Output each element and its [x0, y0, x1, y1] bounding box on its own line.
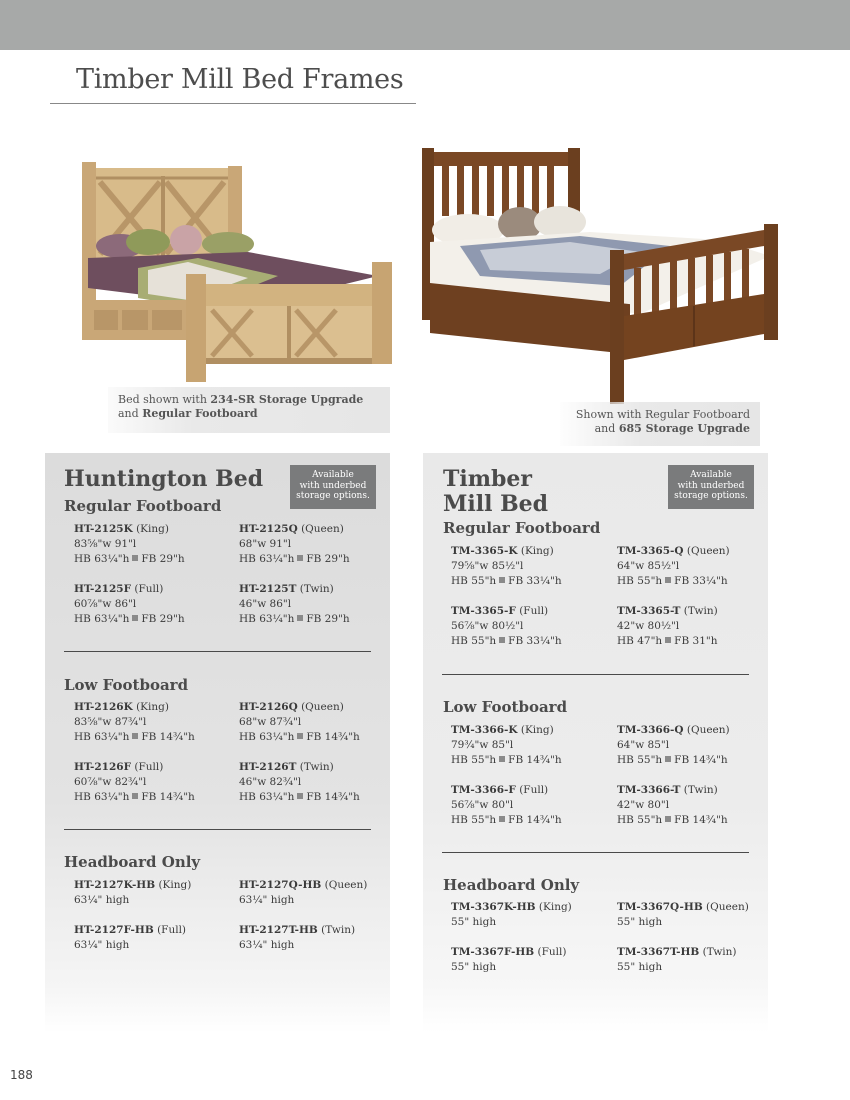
spec-item: HT-2125K (King) 83⅝"w 91"l HB 63¼"h FB 29"h: [74, 523, 185, 565]
divider: [442, 852, 749, 853]
spec-item: HT-2126K (King) 83⅝"w 87¾"l HB 63¼"h FB 14¾"h: [74, 701, 195, 743]
spec-item: TM-3366-T (Twin) 42"w 80"l HB 55"h FB 14¾"h: [617, 784, 728, 826]
spec-item: TM-3367K-HB (King) 55" high: [451, 901, 572, 928]
page-number: 188: [10, 1068, 33, 1082]
spec-item: HT-2127T-HB (Twin) 63¼" high: [239, 924, 356, 951]
huntington-bed-photo: [78, 158, 398, 388]
timber-mill-bed-name: Timber Mill Bed: [443, 466, 549, 517]
left-photo-caption: Bed shown with 234-SR Storage Upgrade and Regular Footboard: [108, 387, 390, 433]
timber-mill-low-heading: Low Footboard: [443, 698, 568, 716]
divider: [442, 674, 749, 675]
spec-item: HT-2127K-HB (King) 63¼" high: [74, 879, 192, 906]
page-title: [76, 64, 403, 95]
header-bar: [0, 0, 850, 50]
spec-item: HT-2125F (Full) 60⅞"w 86"l HB 63¼"h FB 29"h: [74, 583, 185, 625]
timber-mill-headboard-heading: Headboard Only: [443, 876, 580, 894]
title-rule: [50, 103, 416, 104]
spec-item: TM-3365-F (Full) 56⅞"w 80½"l HB 55"h FB 33¼"h: [451, 605, 562, 647]
spec-item: HT-2126F (Full) 60⅞"w 82¾"l HB 63¼"h FB 14¾"h: [74, 761, 195, 803]
spec-item: TM-3365-Q (Queen) 64"w 85½"l HB 55"h FB 33¼"h: [617, 545, 730, 587]
divider: [64, 651, 371, 652]
spec-item: TM-3367F-HB (Full) 55" high: [451, 946, 567, 973]
spec-item: TM-3367T-HB (Twin) 55" high: [617, 946, 737, 973]
divider: [64, 829, 371, 830]
spec-item: TM-3367Q-HB (Queen) 55" high: [617, 901, 749, 928]
spec-item: HT-2127Q-HB (Queen) 63¼" high: [239, 879, 368, 906]
timber-mill-bed-photo: [420, 146, 780, 406]
spec-item: HT-2125Q (Queen) 68"w 91"l HB 63¼"h FB 29"h: [239, 523, 350, 565]
huntington-regular-heading: Regular Footboard: [64, 497, 222, 515]
spec-item: HT-2126Q (Queen) 68"w 87¾"l HB 63¼"h FB 14¾"h: [239, 701, 360, 743]
spec-item: TM-3365-K (King) 79⅝"w 85½"l HB 55"h FB 33¼"h: [451, 545, 562, 587]
spec-item: TM-3366-F (Full) 56⅞"w 80"l HB 55"h FB 14¾"h: [451, 784, 562, 826]
spec-item: TM-3365-T (Twin) 42"w 80½"l HB 47"h FB 31"h: [617, 605, 718, 647]
spec-item: TM-3366-Q (Queen) 64"w 85"l HB 55"h FB 14¾"h: [617, 724, 730, 766]
huntington-headboard-heading: Headboard Only: [64, 853, 201, 871]
huntington-bed-name: Huntington Bed: [64, 466, 264, 492]
huntington-low-heading: Low Footboard: [64, 676, 189, 694]
spec-item: HT-2125T (Twin) 46"w 86"l HB 63¼"h FB 29"h: [239, 583, 350, 625]
underbed-storage-badge: Available with underbed storage options.: [290, 465, 376, 509]
spec-item: HT-2127F-HB (Full) 63¼" high: [74, 924, 187, 951]
title-main: Timber Mill: [76, 64, 234, 95]
spec-item: TM-3366-K (King) 79¾"w 85"l HB 55"h FB 14¾"h: [451, 724, 562, 766]
title-sub: Bed Frames: [241, 64, 404, 95]
timber-mill-regular-heading: Regular Footboard: [443, 519, 601, 537]
right-photo-caption: Shown with Regular Footboard and 685 Storage Upgrade: [560, 402, 760, 446]
underbed-storage-badge: Available with underbed storage options.: [668, 465, 754, 509]
spec-item: HT-2126T (Twin) 46"w 82¾"l HB 63¼"h FB 14¾"h: [239, 761, 360, 803]
